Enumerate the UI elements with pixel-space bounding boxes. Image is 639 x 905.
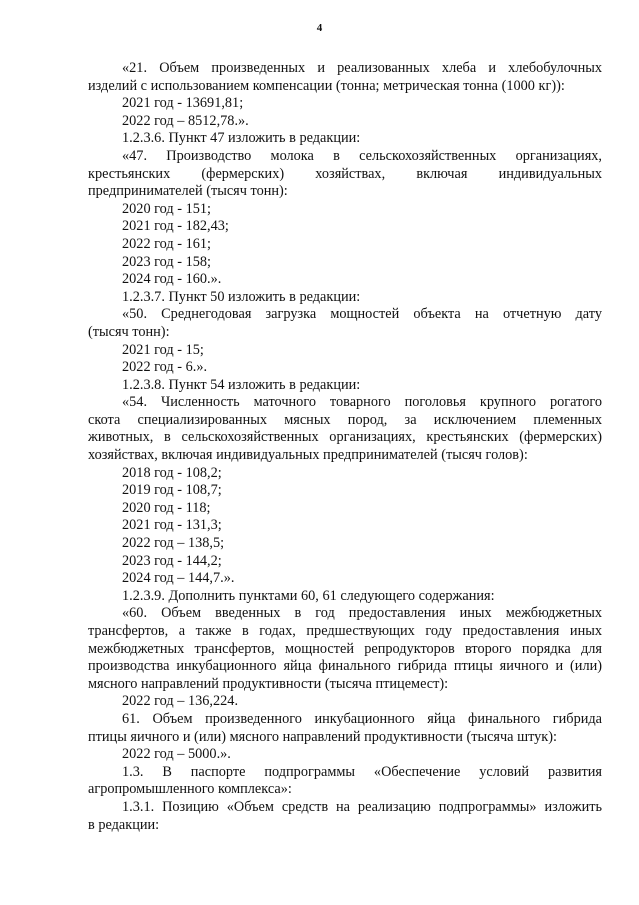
text-line: изделий с использованием компенсации (тонна; метрическая тонна (1000 кг)): bbox=[88, 77, 565, 94]
text-line: 2022 год - 161; bbox=[122, 235, 212, 252]
text-line: 1.2.3.7. Пункт 50 изложить в редакции: bbox=[122, 288, 361, 305]
text-line: 2024 год - 160.». bbox=[122, 271, 222, 288]
text-line: 61. Объем произведенного инкубационного яйца финального гибрида bbox=[122, 710, 602, 727]
text-line: 2022 год – 8512,78.». bbox=[122, 112, 249, 129]
text-line: 1.3. В паспорте подпрограммы «Обеспечение условий развития bbox=[122, 763, 602, 780]
text-line: 2020 год - 118; bbox=[122, 499, 211, 516]
text-line: (тысяч тонн): bbox=[88, 323, 170, 340]
text-line: 2020 год - 151; bbox=[122, 200, 212, 217]
text-line: животных, в сельскохозяйственных организациях, крестьянских (фермерских) bbox=[88, 429, 602, 446]
text-line: 2023 год - 144,2; bbox=[122, 552, 222, 569]
text-line: 2024 год – 144,7.». bbox=[122, 570, 235, 587]
page-number: 4 bbox=[316, 22, 323, 34]
text-line: агропромышленного комплекса»: bbox=[88, 781, 292, 798]
text-line: 2023 год - 158; bbox=[122, 253, 212, 270]
text-line: «54. Численность маточного товарного поголовья крупного рогатого bbox=[122, 394, 602, 411]
text-line: «47. Производство молока в сельскохозяйственных организациях, bbox=[122, 147, 602, 164]
text-line: 2022 год – 138,5; bbox=[122, 535, 225, 552]
text-line: 2021 год - 131,3; bbox=[122, 517, 222, 534]
text-line: 1.2.3.8. Пункт 54 изложить в редакции: bbox=[122, 376, 361, 393]
text-line: трансфертов, а также в годах, предшествующих году предоставления иных bbox=[88, 623, 602, 639]
text-line: 2022 год - 6.». bbox=[122, 359, 208, 376]
text-line: 2021 год - 13691,81; bbox=[122, 95, 244, 112]
text-line: предпринимателей (тысяч тонн): bbox=[88, 183, 288, 200]
text-line: «60. Объем введенных в год предоставления иных межбюджетных bbox=[122, 605, 602, 622]
text-line: 1.2.3.6. Пункт 47 изложить в редакции: bbox=[122, 130, 361, 147]
text-line: производства инкубационного яйца финального гибрида птицы яичного и (или) bbox=[88, 658, 602, 675]
text-line: в редакции: bbox=[88, 816, 160, 833]
text-line: крестьянских (фермерских) хозяйствах, включая индивидуальных bbox=[88, 165, 602, 182]
document-body bbox=[88, 60, 602, 834]
text-line: скота специализированных мясных пород, за исключением племенных bbox=[88, 411, 602, 428]
text-line: «50. Среднегодовая загрузка мощностей объекта на отчетную дату bbox=[122, 306, 602, 323]
text-line: 2021 год - 15; bbox=[122, 341, 204, 358]
text-line: мясного направлений продуктивности (тысяча птицемест): bbox=[88, 675, 449, 692]
text-line: 2019 год - 108,7; bbox=[122, 482, 222, 499]
text-line: 1.2.3.9. Дополнить пунктами 60, 61 следующего содержания: bbox=[122, 587, 495, 604]
text-line: 2022 год – 5000.». bbox=[122, 746, 231, 763]
text-line: «21. Объем произведенных и реализованных хлеба и хлебобулочных bbox=[122, 60, 602, 76]
text-line: 2022 год – 136,224. bbox=[122, 693, 239, 710]
text-line: межбюджетных трансфертов, мощностей репродукторов второго порядка для bbox=[88, 640, 602, 657]
text-line: птицы яичного и (или) мясного направлений продуктивности (тысяча штук): bbox=[88, 728, 557, 745]
text-line: 2021 год - 182,43; bbox=[122, 218, 229, 235]
text-line: хозяйствах, включая индивидуальных предпринимателей (тысяч голов): bbox=[88, 447, 528, 464]
text-line: 2018 год - 108,2; bbox=[122, 464, 222, 481]
text-line: 1.3.1. Позицию «Объем средств на реализацию подпрограммы» изложить bbox=[122, 798, 602, 815]
